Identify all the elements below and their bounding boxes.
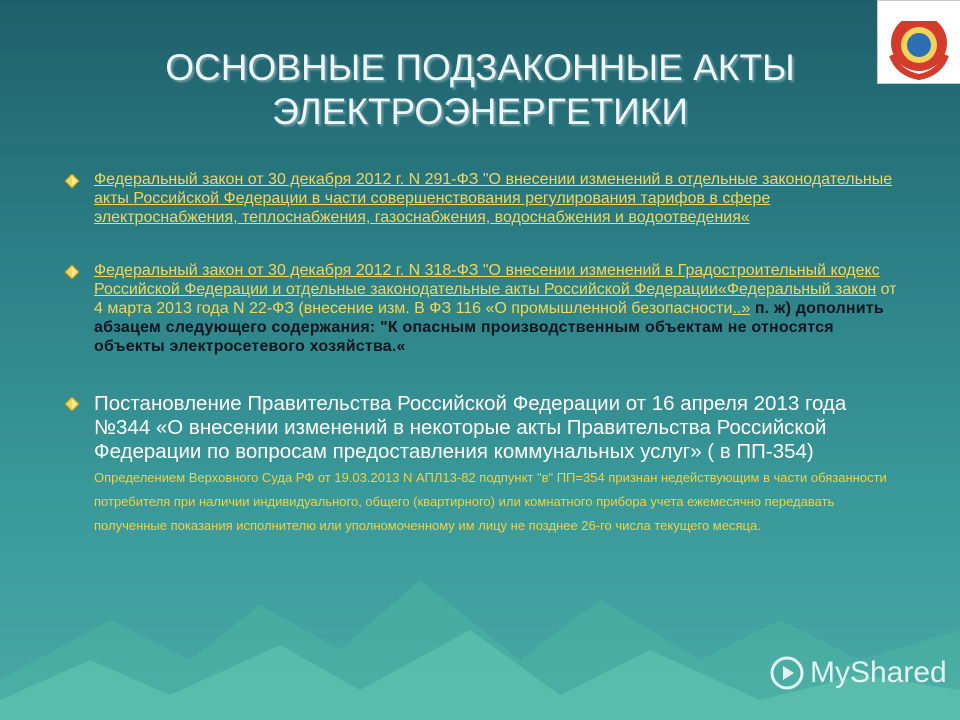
list-item [64, 392, 904, 536]
watermark-text: MyShared [810, 656, 947, 689]
diamond-bullet-icon [64, 173, 80, 189]
dots-link[interactable]: ..» [732, 300, 751, 317]
diamond-bullet-icon [64, 396, 80, 412]
amendment-text: п. ж) дополнить абзацем следующего содержания: "К опасным производственным объектам не относятся объекты электросетевого хозяйства.« [94, 300, 884, 355]
diamond-bullet-icon [64, 264, 80, 280]
organization-logo [877, 0, 960, 84]
supreme-court-note: Определением Верховного Суда РФ от 19.03.2013 N АПЛ13-82 подпункт "в" ПП=354 признан недействующим в части обязанности потребителя при наличии индивидуального, общего (квартирного) или комнатного прибора учета ежемесячно передавать полученные показания исполнителю или уполномоченному им лицу не позднее 26-го числа текущего месяца. [94, 470, 887, 533]
title-line-1: ОСНОВНЫЕ ПОДЗАКОННЫЕ АКТЫ [165, 47, 795, 88]
list-item [64, 261, 904, 356]
bullet-list [64, 170, 904, 536]
resolution-344-text: Постановление Правительства Российской Федерации от 16 апреля 2013 года №344 «О внесении изменений в некоторые акты Правительства Российской Федерации по вопросам предоставления коммунальных услуг» ( в ПП-354) [94, 392, 847, 463]
law-318-link[interactable]: Федеральный закон от 30 декабря 2012 г. N 318-ФЗ "О внесении изменений в Градостроительный кодекс Российской Федерации и отдельные законодательные акты Российской Федерации«Федеральный закон [94, 262, 880, 298]
slide-title [80, 46, 880, 134]
emblem-icon [878, 1, 960, 83]
title-line-2: ЭЛЕКТРОЭНЕРГЕТИКИ [272, 91, 688, 132]
list-item [64, 170, 904, 227]
law-291-link[interactable]: Федеральный закон от 30 декабря 2012 г. N 291-ФЗ "О внесении изменений в отдельные законодательные акты Российской Федерации в части совершенствования регулирования тарифов в сфере электроснабжения, теплоснабжения, газоснабжения, водоснабжения и водоотведения« [94, 171, 893, 226]
play-logo-icon [770, 656, 804, 690]
watermark [770, 656, 947, 690]
law-22-text: от 4 марта 2013 года N 22-ФЗ (внесение изм. В ФЗ 116 «О промышленной безопасности [94, 281, 897, 317]
